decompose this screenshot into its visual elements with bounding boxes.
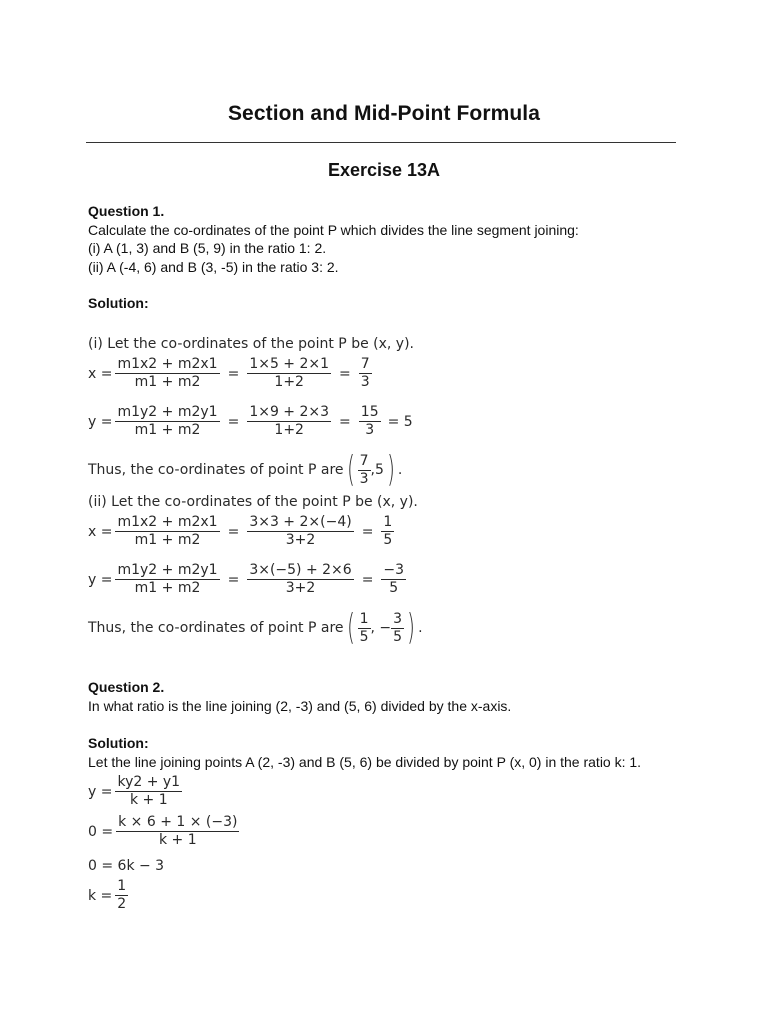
part-2-y-equation: y = $\frac{m1y2 + m2y1}{m1 + m2}$ = $\frac{3\times(-5) + 2\times 6}{3+2}$ = $\frac{-3}{5}$ — [88, 562, 405, 596]
q2-step-4: k = $\frac{1}{2}$ — [88, 878, 127, 912]
part-1-x-equation: x = $\frac{m1x2 + m2x1}{m1 + m2}$ = $\frac{1\times 5 + 2\times 1}{1+2}$ = $\frac{7}{3}$ — [88, 356, 370, 390]
q2-step-2: 0 = $\frac{k \times 6 + 1 \times (-3)}{k + 1}$ — [88, 814, 238, 848]
part-1-intro: (i) Let the co-ordinates of the point P be (x, y). — [88, 336, 414, 352]
question-2-solution-heading: Solution: — [88, 735, 149, 751]
question-2-solution-text: Let the line joining points A (2, -3) and B (5, 6) be divided by point P (x, 0) in the ratio k: 1. — [88, 753, 642, 770]
question-1-solution-heading: Solution: — [88, 295, 149, 311]
page-title: Section and Mid-Point Formula — [227, 102, 541, 125]
question-1-line-3: (ii) A (-4, 6) and B (3, -5) in the ratio 3: 2. — [88, 258, 339, 275]
title-divider — [86, 142, 676, 143]
question-1-solution-math — [88, 334, 423, 654]
x-formula-fraction: $\frac{m1x2 + m2x1}{m1 + m2}$ — [117, 356, 218, 390]
question-1-line-1: Calculate the co-ordinates of the point P which divides the line segment joining: — [88, 221, 579, 238]
x-result-fraction: $\frac{7}{3}$ — [360, 356, 370, 390]
part-2-intro: (ii) Let the co-ordinates of the point P be (x, y). — [88, 494, 418, 510]
question-2-solution — [88, 734, 641, 771]
question-2-heading: Question 2. — [88, 679, 165, 695]
y-intermediate-fraction: $\frac{15}{3}$ — [360, 404, 379, 438]
question-2 — [88, 678, 511, 715]
part-1-conclusion: Thus, the co-ordinates of point P are ( $\frac{7}{3}$ ,5 ) . — [88, 449, 403, 490]
part-1-y-equation: y = $\frac{m1y2 + m2y1}{m1 + m2}$ = $\frac{1\times 9 + 2\times 3}{1+2}$ = $\frac{15}{3}$ = 5 — [88, 404, 413, 438]
point-x-fraction: $\frac{7}{3}$ — [359, 452, 369, 487]
y-substitution-fraction: $\frac{1\times 9 + 2\times 3}{1+2}$ — [249, 404, 330, 438]
question-1 — [88, 202, 579, 276]
x-substitution-fraction: $\frac{1\times 5 + 2\times 1}{1+2}$ — [249, 356, 330, 390]
exercise-heading: Exercise 13A — [327, 160, 441, 180]
question-2-solution-math — [88, 774, 328, 924]
y-formula-fraction: $\frac{m1y2 + m2y1}{m1 + m2}$ — [117, 404, 218, 438]
question-1-heading: Question 1. — [88, 203, 165, 219]
question-1-line-2: (i) A (1, 3) and B (5, 9) in the ratio 1: 2. — [88, 240, 327, 256]
q2-step-3: 0 = 6k − 3 — [88, 858, 165, 874]
part-2-x-equation: x = $\frac{m1x2 + m2x1}{m1 + m2}$ = $\frac{3\times 3 + 2\times(-4)}{3+2}$ = $\frac{1}{5}$ — [88, 514, 393, 548]
part-2-conclusion: Thus, the co-ordinates of point P are ( $\frac{1}{5}$ , − $\frac{3}{5}$ ) . — [88, 607, 423, 648]
question-2-text: In what ratio is the line joining (2, -3) and (5, 6) divided by the x-axis. — [88, 697, 512, 714]
q2-step-1: y = $\frac{ky2 + y1}{k + 1}$ — [88, 774, 181, 808]
